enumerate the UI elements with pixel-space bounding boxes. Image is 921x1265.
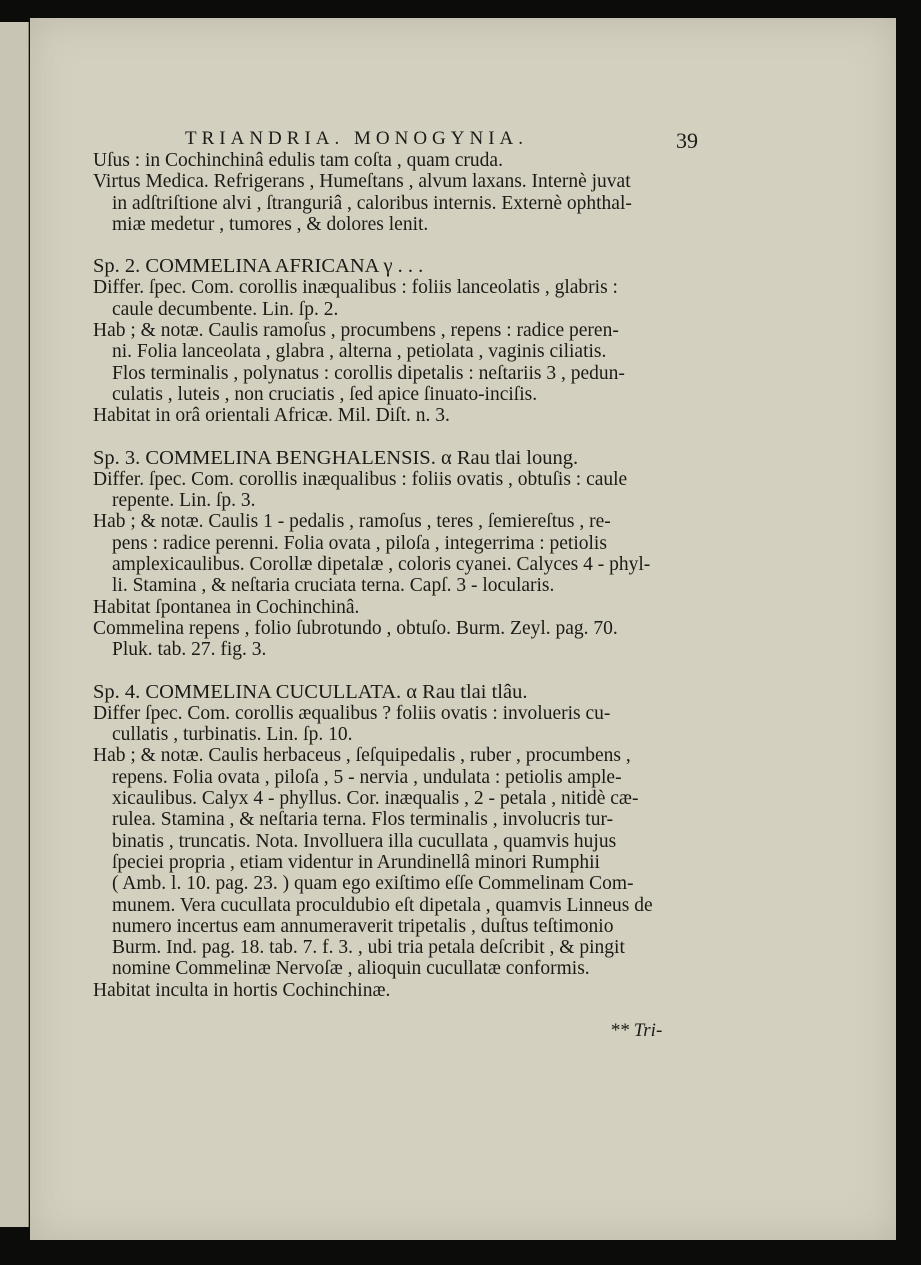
text-line: ſpeciei propria , etiam videntur in Arundinellâ minori Rumphii xyxy=(112,851,600,873)
text-line: Habitat inculta in hortis Cochinchinæ. xyxy=(93,979,391,1001)
text-line: culatis , luteis , non cruciatis , ſed apice ſinuato-inciſis. xyxy=(112,383,538,405)
text-line: Flos terminalis , polynatus : corollis dipetalis : neſtariis 3 , pedun- xyxy=(112,362,625,384)
text-line: numero incertus eam annumeraverit tripetalis , duſtus teſtimonio xyxy=(112,915,614,937)
text-line: Habitat in orâ orientali Africæ. Mil. Diſt. n. 3. xyxy=(93,405,450,427)
catchword: ** Tri- xyxy=(610,1020,663,1041)
text-line: Virtus Medica. Refrigerans , Humeſtans , alvum laxans. Internè juvat xyxy=(93,171,631,193)
species-heading: Sp. 2. COMMELINA AFRICANA γ . . . xyxy=(93,255,424,278)
text-line: cullatis , turbinatis. Lin. ſp. 10. xyxy=(112,724,353,746)
text-line: Habitat ſpontanea in Cochinchinâ. xyxy=(93,596,360,618)
text-line: Hab ; & notæ. Caulis herbaceus , ſeſquipedalis , ruber , procumbens , xyxy=(93,745,631,767)
text-line: Uſus : in Cochinchinâ edulis tam coſta , quam cruda. xyxy=(93,150,503,171)
paragraph-gap xyxy=(93,661,705,682)
text-line: munem. Vera cucullata proculdubio eſt dipetala , quamvis Linneus de xyxy=(112,894,653,916)
text-line: in adſtriſtione alvi , ſtranguriâ , caloribus internis. Externè ophthal- xyxy=(112,192,632,214)
text-line: ( Amb. l. 10. pag. 23. ) quam ego exiſtimo eſſe Commelinam Com- xyxy=(112,873,634,895)
text-line: li. Stamina , & neſtaria cruciata terna. Capſ. 3 - locularis. xyxy=(112,575,555,597)
text-line: repente. Lin. ſp. 3. xyxy=(112,490,256,512)
text-line: Differ ſpec. Com. corollis æqualibus ? foliis ovatis : involueris cu- xyxy=(93,702,611,724)
species-heading: Sp. 3. COMMELINA BENGHALENSIS. α Rau tlai loung. xyxy=(93,446,579,469)
page-number: 39 xyxy=(676,128,698,153)
text-line: nomine Commelinæ Nervoſæ , alioquin cucullatæ conformis. xyxy=(112,958,590,980)
text-line: ni. Folia lanceolata , glabra , alterna , petiolata , vaginis ciliatis. xyxy=(112,341,607,363)
text-line: Commelina repens , folio ſubrotundo , obtuſo. Burm. Zeyl. pag. 70. xyxy=(93,617,618,639)
text-line: repens. Folia ovata , piloſa , 5 - nervia , undulata : petiolis ample- xyxy=(112,766,622,788)
text-line: Burm. Ind. pag. 18. tab. 7. f. 3. , ubi tria petala deſcribit , & pingit xyxy=(112,937,625,959)
text-line: Differ. ſpec. Com. corollis inæqualibus : foliis lanceolatis , glabris : xyxy=(93,277,618,299)
paragraph-gap xyxy=(93,235,705,256)
left-page-edge xyxy=(0,22,29,1227)
text-line: Pluk. tab. 27. fig. 3. xyxy=(112,639,267,661)
text-line: miæ medetur , tumores , & dolores lenit. xyxy=(112,213,429,235)
text-line: rulea. Stamina , & neſtaria terna. Flos terminalis , involucris tur- xyxy=(112,809,614,831)
body-text xyxy=(93,150,705,1001)
paragraph-gap xyxy=(93,427,705,448)
species-heading: Sp. 4. COMMELINA CUCULLATA. α Rau tlai tlâu. xyxy=(93,680,528,703)
text-line: amplexicaulibus. Corollæ dipetalæ , coloris cyanei. Calyces 4 - phyl- xyxy=(112,554,651,576)
text-line: caule decumbente. Lin. ſp. 2. xyxy=(112,298,339,320)
text-line: pens : radice perenni. Folia ovata , piloſa , integerrima : petiolis xyxy=(112,532,607,554)
text-line: Hab ; & notæ. Caulis 1 - pedalis , ramoſus , teres , ſemiereſtus , re- xyxy=(93,511,611,533)
text-line: Differ. ſpec. Com. corollis inæqualibus : foliis ovatis , obtuſis : caule xyxy=(93,468,628,490)
text-line: binatis , truncatis. Nota. Involluera illa cucullata , quamvis hujus xyxy=(112,830,617,852)
running-title: TRIANDRIA. MONOGYNIA. xyxy=(185,128,529,149)
text-line: Hab ; & notæ. Caulis ramoſus , procumbens , repens : radice peren- xyxy=(93,320,619,342)
text-line: xicaulibus. Calyx 4 - phyllus. Cor. inæqualis , 2 - petala , nitidè cæ- xyxy=(112,788,639,810)
